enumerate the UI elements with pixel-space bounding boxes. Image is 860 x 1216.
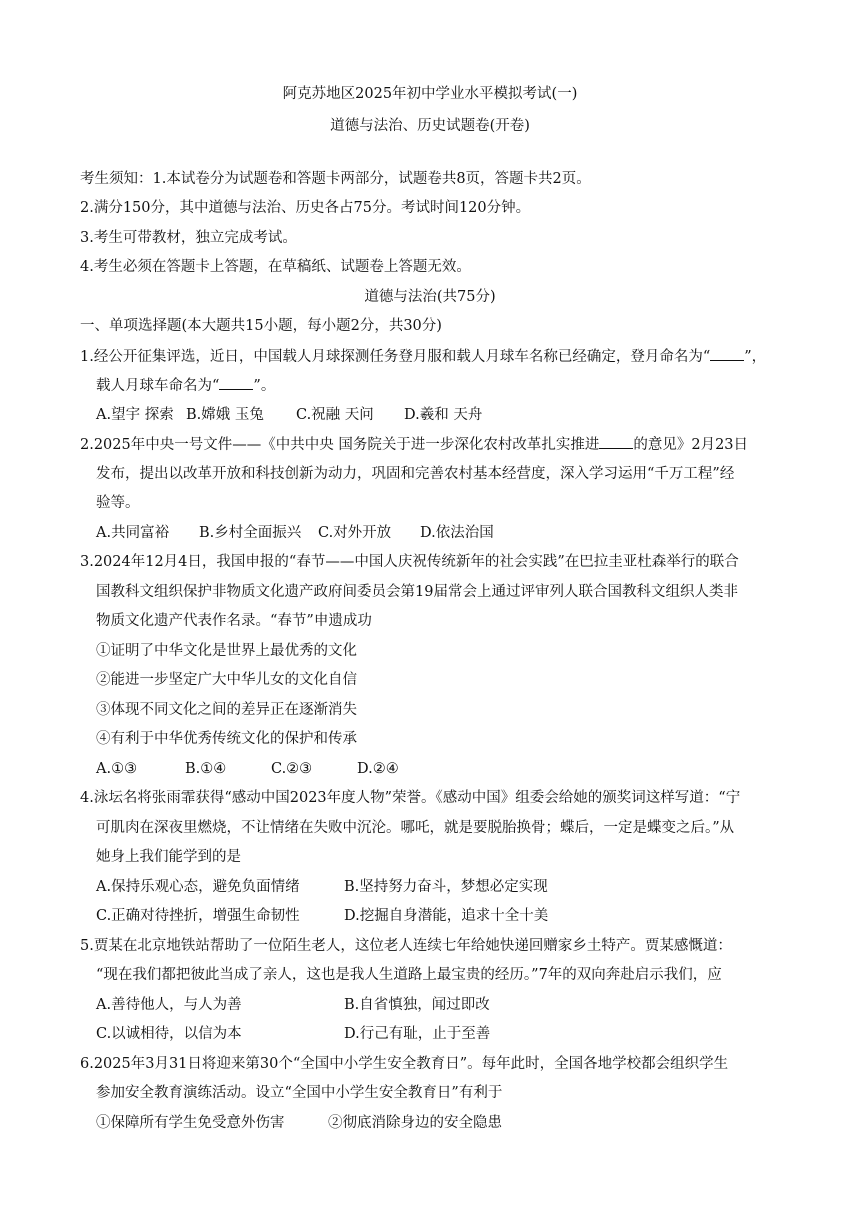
question-1-options — [96, 405, 482, 425]
question-5-line-1: 5.贾某在北京地铁站帮助了一位陌生老人，这位老人连续七年给她快递回赠家乡土特产。贾某感慨道： — [80, 938, 732, 954]
notice-line-4: 4.考生必须在答题卡上答题，在草稿纸、试题卷上答题无效。 — [80, 259, 471, 275]
part-heading: 一、单项选择题(本大题共15小题，每小题2分，共30分) — [80, 318, 442, 334]
option-a[interactable]: A.望宇 探索 — [96, 407, 174, 423]
question-1-text-b: ”， — [744, 349, 767, 365]
option-c[interactable]: C.对外开放 — [318, 525, 392, 541]
question-4-options-row-1 — [96, 877, 548, 897]
question-4-line-2: 可肌肉在深夜里燃烧，不让情绪在失败中沉沦。哪吒，就是要脱胎换骨；蝶后，一定是蝶变之后。”从 — [96, 820, 735, 836]
question-5-line-2: “现在我们都把彼此当成了亲人，这也是我人生道路上最宝贵的经历。”7年的双向奔赴启示我们，应 — [96, 967, 722, 983]
option-b[interactable]: B.自省慎独，闻过即改 — [344, 997, 490, 1013]
statement-item-3: ③体现不同文化之间的差异正在逐渐消失 — [96, 702, 357, 718]
question-4-options-row-2 — [96, 906, 548, 926]
question-2-text-b: 的意见》2月23日 — [633, 437, 749, 453]
question-6-line-1: 6.2025年3月31日将迎来第30个“全国中小学生安全教育日”。每年此时，全国各地学校都会组织学生 — [80, 1056, 729, 1072]
option-b[interactable]: B.①④ — [185, 761, 227, 777]
notice-line-2: 2.满分150分，其中道德与法治、历史各占75分。考试时间120分钟。 — [80, 200, 531, 216]
question-1-line-2 — [96, 375, 275, 396]
option-d[interactable]: D.行己有耻，止于至善 — [344, 1026, 491, 1042]
exam-subtitle: 道德与法治、历史试题卷(开卷) — [330, 118, 530, 134]
statement-item-2: ②能进一步坚定广大中华儿女的文化自信 — [96, 672, 357, 688]
exam-title: 阿克苏地区2025年初中学业水平模拟考试(一) — [282, 86, 578, 102]
question-5-options-row-2 — [96, 1024, 490, 1044]
notice-line-3: 3.考生可带教材，独立完成考试。 — [80, 230, 297, 246]
question-6-line-2: 参加安全教育演练活动。设立“全国中小学生安全教育日”有利于 — [96, 1085, 503, 1101]
answer-blank — [710, 346, 744, 361]
question-5-options-row-1 — [96, 995, 490, 1015]
option-d[interactable]: D.②④ — [357, 761, 399, 777]
option-d[interactable]: D.挖掘自身潜能，追求十全十美 — [344, 908, 549, 924]
question-3-line-1: 3.2024年12月4日，我国申报的“春节——中国人庆祝传统新年的社会实践”在巴拉圭亚杜森举行的联合 — [80, 554, 739, 570]
question-2-line-1 — [80, 434, 748, 455]
section-title: 道德与法治(共75分) — [364, 289, 496, 305]
statement-item-1: ①证明了中华文化是世界上最优秀的文化 — [96, 643, 357, 659]
question-2-options — [96, 523, 494, 543]
answer-blank — [219, 375, 253, 390]
question-1-text-c: 载人月球车命名为“ — [96, 378, 220, 394]
option-a[interactable]: A.善待他人，与人为善 — [96, 997, 242, 1013]
question-4-line-1: 4.泳坛名将张雨霏获得“感动中国2023年度人物”荣誉。《感动中国》组委会给她的颁奖词这样写道：“宁 — [80, 790, 741, 806]
statement-item-2: ②彻底消除身边的安全隐患 — [328, 1115, 502, 1131]
option-b[interactable]: B.嫦娥 玉兔 — [186, 407, 264, 423]
option-d[interactable]: D.依法治国 — [420, 525, 494, 541]
question-3-line-2: 国教科文组织保护非物质文化遗产政府间委员会第19届常会上通过评审列人联合国教科文组织人类非 — [96, 584, 738, 600]
option-c[interactable]: C.正确对待挫折，增强生命韧性 — [96, 908, 300, 924]
option-c[interactable]: C.以诚相待，以信为本 — [96, 1026, 242, 1042]
question-6-items — [96, 1113, 502, 1133]
question-1-text-a: 1.经公开征集评选，近日，中国载人月球探测任务登月服和载人月球车名称已经确定，登月命名为“ — [80, 349, 711, 365]
option-c[interactable]: C.祝融 天问 — [296, 407, 374, 423]
answer-blank — [599, 434, 633, 449]
question-2-line-3: 验等。 — [96, 495, 140, 511]
option-c[interactable]: C.②③ — [271, 761, 313, 777]
question-3-options — [96, 759, 399, 779]
notice-line-1: 考生须知：1.本试卷分为试题卷和答题卡两部分，试题卷共8页，答题卡共2页。 — [80, 171, 591, 187]
question-4-line-3: 她身上我们能学到的是 — [96, 849, 241, 865]
option-a[interactable]: A.保持乐观心态，避免负面情绪 — [96, 879, 300, 895]
question-1-text-d: ”。 — [253, 378, 276, 394]
option-a[interactable]: A.共同富裕 — [96, 525, 170, 541]
statement-item-1: ①保障所有学生免受意外伤害 — [96, 1115, 285, 1131]
option-a[interactable]: A.①③ — [96, 761, 138, 777]
option-b[interactable]: B.坚持努力奋斗，梦想必定实现 — [344, 879, 548, 895]
question-2-line-2: 发布，提出以改革开放和科技创新为动力，巩固和完善农村基本经营度，深入学习运用“千万工程”经 — [96, 466, 735, 482]
question-3-line-3: 物质文化遗产代表作名录。“春节”申遗成功 — [96, 613, 372, 629]
question-2-text-a: 2.2025年中央一号文件——《中共中央 国务院关于进一步深化农村改革扎实推进 — [80, 437, 600, 453]
option-b[interactable]: B.乡村全面振兴 — [199, 525, 302, 541]
statement-item-4: ④有利于中华优秀传统文化的保护和传承 — [96, 731, 357, 747]
question-1-line-1 — [80, 346, 766, 367]
option-d[interactable]: D.羲和 天舟 — [404, 407, 483, 423]
